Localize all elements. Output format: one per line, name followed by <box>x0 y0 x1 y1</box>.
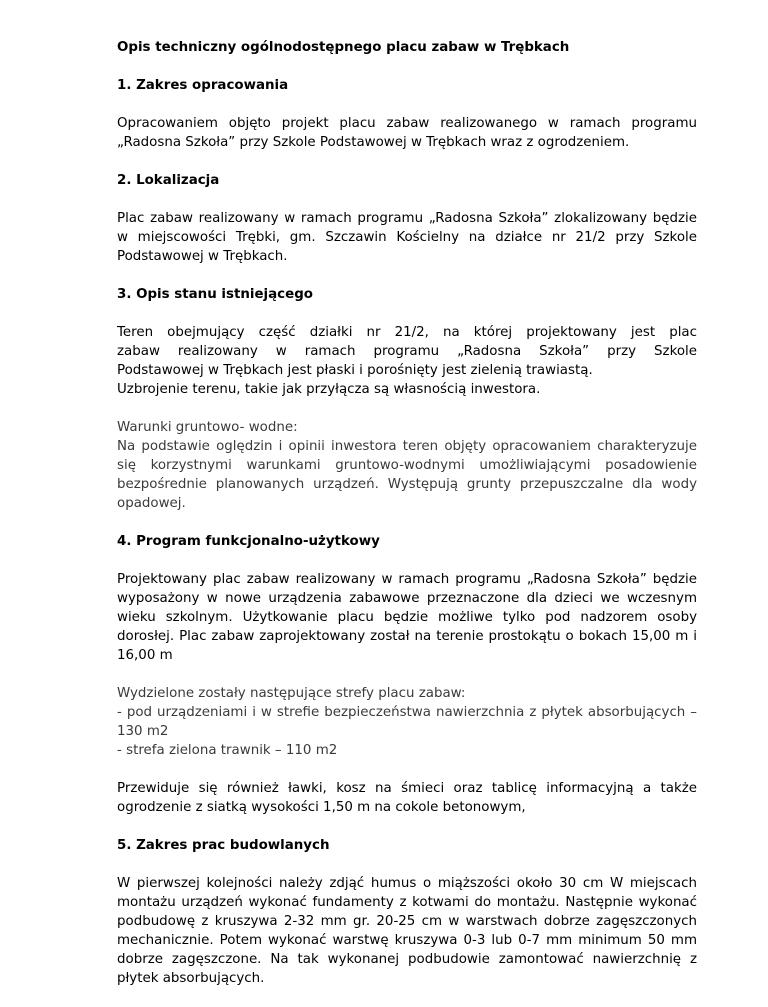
section-heading: 2. Lokalizacja <box>117 173 220 188</box>
ground-conditions-text: Na podstawie oględzin i opinii inwestora teren objęty opracowaniem charakteryzuje się korzystnymi warunkami gruntowo-wodnymi umożliwiającymi posadowienie bezpośrednie planowanych urządzeń. Występują grunty przepuszczalne dla wody opadowej. <box>117 439 697 511</box>
section-paragraph: Projektowany plac zabaw realizowany w ramach programu „Radosna Szkoła” będzie wyposażony w nowe urządzenia zabawowe przeznaczone dla dzieci we wczesnym wieku szkolnym. Użytkowanie placu będzie możliwe tylko pod nadzorem osoby dorosłej. Plac zabaw zaprojektowany został na terenie prostokątu o bokach 15,00 m i 16,00 m <box>117 572 697 663</box>
section-construction-works <box>117 836 697 988</box>
ground-conditions-title: Warunki gruntowo- wodne: <box>117 420 298 435</box>
section-scope <box>117 76 697 152</box>
zones-title: Wydzielone zostały następujące strefy placu zabaw: <box>117 686 466 701</box>
document-title: Opis techniczny ogólnodostępnego placu zabaw w Trębkach <box>117 40 570 55</box>
zones-list <box>117 684 697 760</box>
section-heading: 3. Opis stanu istniejącego <box>117 287 313 302</box>
section-functional-program <box>117 532 697 817</box>
paragraph-line: Teren obejmujący część działki nr 21/2, na której projektowany jest plac <box>117 325 697 340</box>
section-heading: 4. Program funkcjonalno-użytkowy <box>117 534 380 549</box>
paragraph-line: zabaw realizowany w ramach programu „Radosna Szkoła” przy Szkole <box>117 344 697 359</box>
section-closing-paragraph: Przewiduje się również ławki, kosz na śmieci oraz tablicę informacyjną a także ogrodzenie z siatką wysokości 1,50 m na cokole betonowym, <box>117 781 697 815</box>
ground-conditions <box>117 418 697 513</box>
section-paragraph: Plac zabaw realizowany w ramach programu „Radosna Szkoła” zlokalizowany będzie w miejscowości Trębki, gm. Szczawin Kościelny na działce nr 21/2 przy Szkole Podstawowej w Trębkach. <box>117 211 697 264</box>
paragraph-line: Uzbrojenie terenu, takie jak przyłącza są własnością inwestora. <box>117 382 541 397</box>
zone-item: - strefa zielona trawnik – 110 m2 <box>117 743 338 758</box>
section-paragraph: Opracowaniem objęto projekt placu zabaw realizowanego w ramach programu „Radosna Szkoła” przy Szkole Podstawowej w Trębkach wraz z ogrodzeniem. <box>117 116 697 150</box>
section-paragraph: W pierwszej kolejności należy zdjąć humus o miąższości około 30 cm W miejscach montażu urządzeń wykonać fundamenty z kotwami do montażu. Następnie wykonać podbudowę z kruszywa 2-32 mm gr. 20-25 cm w warstwach dobrze zagęszczonych mechanicznie. Potem wykonać warstwę kruszywa 0-3 lub 0-7 mm minimum 50 mm dobrze zagęszczone. Na tak wykonanej podbudowie zamontować nawierzchnię z płytek absorbujących. <box>117 876 697 986</box>
paragraph-line: Podstawowej w Trębkach jest płaski i porośnięty jest zielenią trawiastą. <box>117 363 593 378</box>
section-paragraph <box>117 323 697 399</box>
section-existing-state <box>117 285 697 513</box>
zone-item: - pod urządzeniami i w strefie bezpieczeństwa nawierzchnia z płytek absorbujących – 130 m2 <box>117 705 697 739</box>
section-heading: 1. Zakres opracowania <box>117 78 289 93</box>
section-location <box>117 171 697 266</box>
section-heading: 5. Zakres prac budowlanych <box>117 838 330 853</box>
document-page <box>117 38 697 1007</box>
